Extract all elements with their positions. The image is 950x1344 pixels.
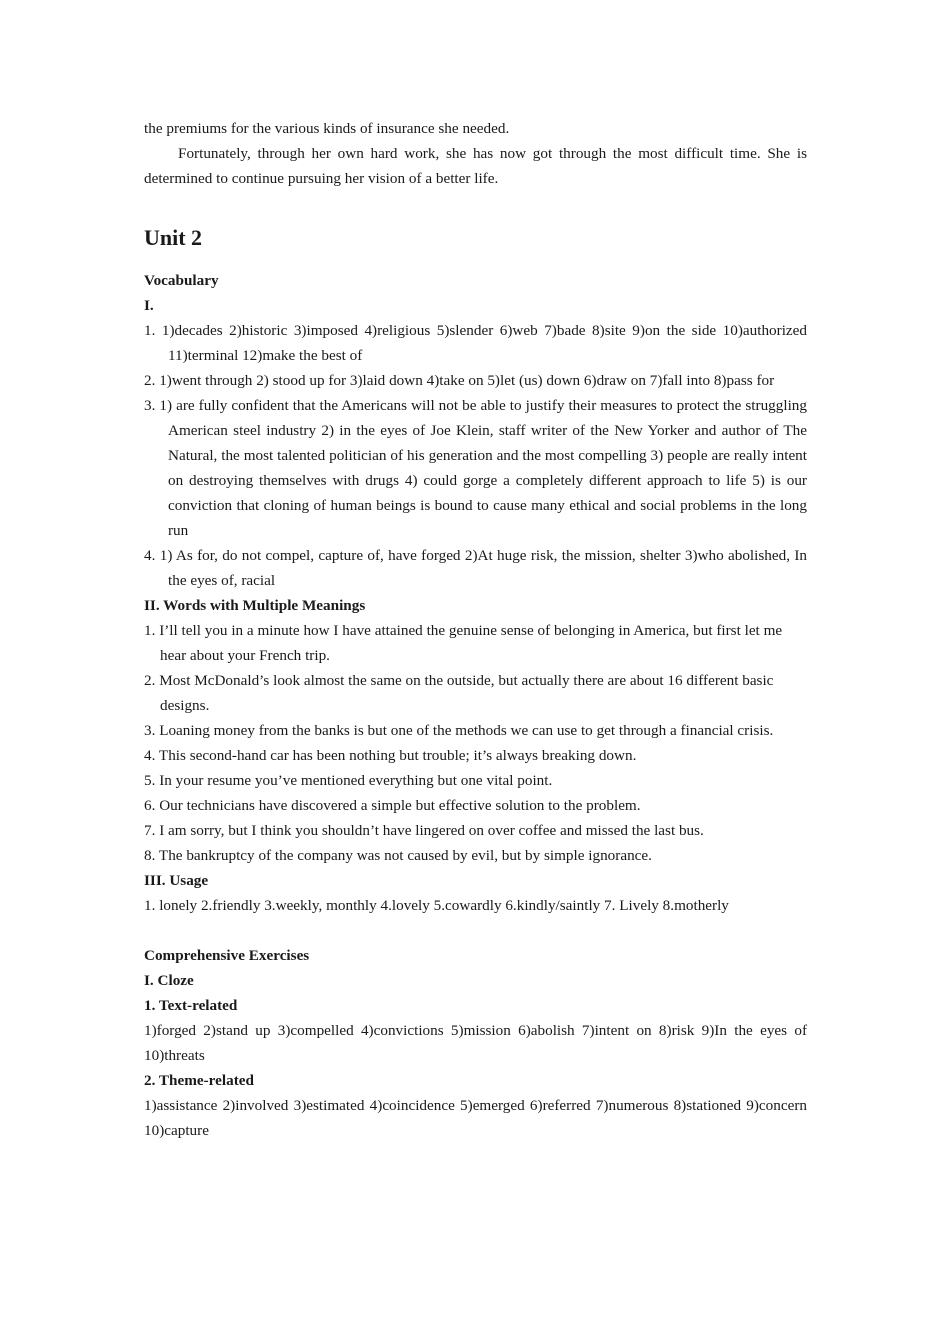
cloze-heading: I. Cloze [144,972,194,989]
intro-line: the premiums for the various kinds of insurance she needed. [144,120,510,137]
meaning-item-7: 7. I am sorry, but I think you shouldn’t have lingered on over coffee and missed the last bus. [144,822,704,839]
meaning-item-1: 1. I’ll tell you in a minute how I have attained the genuine sense of belonging in America, but first let me hear about your French trip. [144,622,783,664]
intro-paragraph: Fortunately, through her own hard work, she has now got through the most difficult time. She is determined to continue pursuing her vision of a better life. [144,145,807,187]
unit-title: Unit 2 [144,225,203,250]
text-related-heading: 1. Text-related [144,997,238,1014]
theme-related-answers: 1)assistance 2)involved 3)estimated 4)coincidence 5)emerged 6)referred 7)numerous 8)stationed 9)concern 10)capture [144,1097,807,1139]
vocab-item-3: 3. 1) are fully confident that the Americans will not be able to justify their measures to protect the struggling American steel industry 2) in the eyes of Joe Klein, staff writer of the New Yorker and author of The Natural, the most talented politician of his generation and the most compelling 3) people are really intent on destroying themselves with drugs 4) could gorge a completely different approach to life 5) is our conviction that cloning of human beings is bound to cause many ethical and social problems in the long run [144,397,807,539]
page-content [144,116,807,1143]
meaning-item-6: 6. Our technicians have discovered a simple but effective solution to the problem. [144,797,641,814]
spacer [144,918,807,943]
text-related-answers: 1)forged 2)stand up 3)compelled 4)convictions 5)mission 6)abolish 7)intent on 8)risk 9)In the eyes of 10)threats [144,1022,807,1064]
section-1-heading: I. [144,297,154,314]
vocabulary-heading: Vocabulary [144,272,219,289]
theme-related-heading: 2. Theme-related [144,1072,254,1089]
vocab-item-1: 1. 1)decades 2)historic 3)imposed 4)religious 5)slender 6)web 7)bade 8)site 9)on the side 10)authorized 11)terminal 12)make the best of [144,322,807,364]
meaning-item-5: 5. In your resume you’ve mentioned everything but one vital point. [144,772,553,789]
section-2-heading: II. Words with Multiple Meanings [144,597,366,614]
vocab-item-4: 4. 1) As for, do not compel, capture of, have forged 2)At huge risk, the mission, shelter 3)who abolished, In the eyes of, racial [144,547,807,589]
meaning-item-4: 4. This second-hand car has been nothing but trouble; it’s always breaking down. [144,747,637,764]
usage-answers: 1. lonely 2.friendly 3.weekly, monthly 4.lovely 5.cowardly 6.kindly/saintly 7. Lively 8.motherly [144,897,729,914]
section-3-heading: III. Usage [144,872,209,889]
meaning-item-2: 2. Most McDonald’s look almost the same on the outside, but actually there are about 16 different basic designs. [144,672,774,714]
vocab-item-2: 2. 1)went through 2) stood up for 3)laid down 4)take on 5)let (us) down 6)draw on 7)fall into 8)pass for [144,372,775,389]
comprehensive-heading: Comprehensive Exercises [144,947,310,964]
meaning-item-8: 8. The bankruptcy of the company was not caused by evil, but by simple ignorance. [144,847,652,864]
meaning-item-3: 3. Loaning money from the banks is but one of the methods we can use to get through a financial crisis. [144,722,774,739]
